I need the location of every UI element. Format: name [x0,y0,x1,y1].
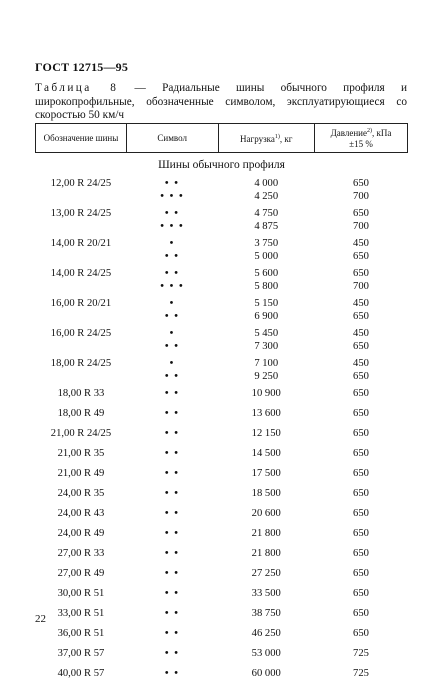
table-row [36,267,408,297]
load-value: 5 800 [254,281,279,292]
pressure-value: 650 [353,448,369,459]
pressure-value-cell [314,237,407,267]
load-value: 5 600 [254,268,279,279]
pressure-value: 450 [353,298,369,309]
load-value-cell [218,427,314,447]
tire-designation: 24,00 R 35 [57,488,105,499]
symbol: • • [164,548,180,559]
symbol-cell [126,357,218,387]
symbol: • • [164,208,180,219]
pressure-value-cell [314,527,407,547]
load-value: 5 450 [254,328,279,339]
table-row [36,487,408,507]
pressure-value: 650 [353,468,369,479]
pressure-value-cell [314,507,407,527]
table-row [36,587,408,607]
pressure-value: 700 [353,191,369,202]
symbol: • • [164,178,180,189]
symbol-cell [126,237,218,267]
pressure-value-cell [314,427,407,447]
table-row [36,567,408,587]
table-row [36,297,408,327]
pressure-value: 650 [353,568,369,579]
load-value: 4 250 [254,191,279,202]
symbol: • • [164,371,180,382]
pressure-value: 725 [353,668,369,679]
load-value: 4 000 [254,178,279,189]
pressure-value: 650 [353,588,369,599]
tire-designation: 21,00 R 35 [57,448,105,459]
load-value: 20 600 [251,508,281,519]
tire-designation: 24,00 R 43 [57,508,105,519]
load-value: 6 900 [254,311,279,322]
pressure-value-cell [314,467,407,487]
load-value-cell [218,587,314,607]
table-row [36,547,408,567]
symbol-cell [126,327,218,357]
load-value: 17 500 [251,468,281,479]
pressure-value-cell [314,267,407,297]
pressure-tolerance: ±15 % [349,139,373,149]
symbol: • • [164,508,180,519]
load-value: 12 150 [251,428,281,439]
symbol: • • [164,568,180,579]
pressure-value: 650 [353,311,369,322]
page-number: 22 [35,613,46,625]
pressure-value-cell [314,607,407,627]
pressure-value-cell [314,547,407,567]
table-row [36,527,408,547]
table-row [36,447,408,467]
symbol: • • [164,408,180,419]
load-value: 53 000 [251,648,281,659]
pressure-value: 650 [353,251,369,262]
symbol: • • [164,588,180,599]
symbol-cell [126,587,218,607]
table-header-row [36,124,408,153]
table-row [36,327,408,357]
table-row [36,177,408,207]
table-row [36,467,408,487]
symbol-cell [126,467,218,487]
load-value-cell [218,607,314,627]
table-row [36,667,408,687]
pressure-value: 650 [353,208,369,219]
symbol-cell [126,487,218,507]
symbol: • [169,238,175,249]
tire-designation: 27,00 R 33 [57,548,105,559]
pressure-value-cell [314,667,407,687]
symbol: • • [164,628,180,639]
load-value-cell [218,267,314,297]
pressure-value: 650 [353,388,369,399]
pressure-value: 650 [353,628,369,639]
symbol-cell [126,547,218,567]
tire-designation: 16,00 R 24/25 [50,328,112,339]
pressure-value-cell [314,177,407,207]
pressure-value-cell [314,587,407,607]
load-value-cell [218,547,314,567]
symbol: • • [164,251,180,262]
tire-designation: 33,00 R 51 [57,608,105,619]
pressure-value-cell [314,387,407,407]
pressure-value: 650 [353,428,369,439]
pressure-value-cell [314,297,407,327]
symbol: • • [164,488,180,499]
symbol: • • [164,468,180,479]
table-row [36,387,408,407]
tire-designation: 40,00 R 57 [57,668,105,679]
symbol-cell [126,427,218,447]
pressure-value: 700 [353,281,369,292]
table-caption [35,82,407,123]
load-value: 27 250 [251,568,281,579]
symbol-cell [126,667,218,687]
symbol: • • [164,648,180,659]
symbol-cell [126,607,218,627]
tire-designation: 18,00 R 33 [57,388,105,399]
tire-designation: 37,00 R 57 [57,648,105,659]
tire-designation: 30,00 R 51 [57,588,105,599]
tire-designation: 21,00 R 49 [57,468,105,479]
symbol: • • [164,341,180,352]
load-value: 46 250 [251,628,281,639]
symbol: • [169,358,175,369]
tire-table [35,123,408,687]
pressure-value: 650 [353,178,369,189]
tire-designation: 27,00 R 49 [57,568,105,579]
pressure-value-cell [314,327,407,357]
pressure-value: 650 [353,608,369,619]
load-value-cell [218,507,314,527]
symbol: • [169,298,175,309]
pressure-value-cell [314,207,407,237]
tire-designation: 14,00 R 24/25 [50,268,112,279]
table-row [36,647,408,667]
load-value: 4 875 [254,221,279,232]
tire-designation: 21,00 R 24/25 [50,428,112,439]
pressure-value-cell [314,647,407,667]
load-value: 13 600 [251,408,281,419]
load-value-cell [218,237,314,267]
pressure-value: 650 [353,371,369,382]
pressure-value: 650 [353,268,369,279]
table-row [36,357,408,387]
header-pressure: Давление$^{2)}$, кПа ±15 % [314,124,407,153]
pressure-value: 650 [353,341,369,352]
symbol-cell [126,407,218,427]
tire-designation: 36,00 R 51 [57,628,105,639]
load-value: 3 750 [254,238,279,249]
symbol: • • [164,311,180,322]
symbol-cell [126,177,218,207]
load-value-cell [218,357,314,387]
symbol: • • [164,528,180,539]
pressure-value-cell [314,357,407,387]
symbol-cell [126,267,218,297]
table-row [36,237,408,267]
symbol: • • [164,668,180,679]
load-value-cell [218,647,314,667]
load-value: 60 000 [251,668,281,679]
pressure-value: 650 [353,408,369,419]
pressure-value: 700 [353,221,369,232]
load-value: 4 750 [254,208,279,219]
symbol: • • [164,268,180,279]
pressure-value: 450 [353,238,369,249]
load-value: 14 500 [251,448,281,459]
symbol-cell [126,647,218,667]
pressure-value: 450 [353,358,369,369]
document-id: ГОСТ 12715—95 [35,60,129,74]
load-value-cell [218,527,314,547]
tire-designation: 18,00 R 49 [57,408,105,419]
tire-designation: 16,00 R 20/21 [50,298,112,309]
header-name: Обозначение шины [36,124,127,153]
symbol: • • [164,448,180,459]
load-value-cell [218,177,314,207]
tire-designation: 12,00 R 24/25 [50,178,112,189]
pressure-value: 650 [353,488,369,499]
symbol: • • • [160,191,185,202]
symbol: • • • [160,221,185,232]
load-value-cell [218,407,314,427]
load-value: 9 250 [254,371,279,382]
load-value: 38 750 [251,608,281,619]
load-value-cell [218,567,314,587]
pressure-value-cell [314,407,407,427]
symbol: • [169,328,175,339]
load-value-cell [218,487,314,507]
load-footnote-mark: 1) [274,133,280,140]
tire-designation: 13,00 R 24/25 [50,208,112,219]
pressure-value: 650 [353,508,369,519]
load-value: 7 300 [254,341,279,352]
load-value-cell [218,627,314,647]
tire-designation: 18,00 R 24/25 [50,358,112,369]
symbol-cell [126,507,218,527]
table-row [36,207,408,237]
load-value-cell [218,387,314,407]
pressure-value-cell [314,487,407,507]
table-caption-text: — Радиальные шины обычного профиля и широкопрофильные, обозначенные символом, эксплуатирующиеся со скоростью 50 км/ч [35,82,407,121]
pressure-footnote-mark: 2) [366,128,372,134]
symbol-cell [126,387,218,407]
symbol: • • [164,388,180,399]
load-value: 7 100 [254,358,279,369]
pressure-value: 450 [353,328,369,339]
tire-designation: 24,00 R 49 [57,528,105,539]
table-row [36,627,408,647]
load-value: 21 800 [251,528,281,539]
load-value-cell [218,667,314,687]
symbol: • • [164,428,180,439]
table-row [36,427,408,447]
section-row [36,153,408,178]
load-value: 10 900 [251,388,281,399]
symbol: • • [164,608,180,619]
load-value-cell [218,467,314,487]
load-value-cell [218,207,314,237]
load-value: 5 000 [254,251,279,262]
load-value-cell [218,297,314,327]
load-value: 33 500 [251,588,281,599]
pressure-value: 650 [353,528,369,539]
pressure-value: 725 [353,648,369,659]
table-row [36,607,408,627]
load-value: 5 150 [254,298,279,309]
load-value: 21 800 [251,548,281,559]
load-value-cell [218,327,314,357]
load-value: 18 500 [251,488,281,499]
load-value-cell [218,447,314,467]
symbol-cell [126,297,218,327]
table-row [36,407,408,427]
symbol: • • • [160,281,185,292]
section-title: Шины обычного профиля [158,159,285,171]
symbol-cell [126,527,218,547]
pressure-value-cell [314,567,407,587]
pressure-value-cell [314,447,407,467]
symbol-cell [126,447,218,467]
symbol-cell [126,567,218,587]
pressure-value: 650 [353,548,369,559]
symbol-cell [126,627,218,647]
table-label: Таблица 8 [35,82,119,94]
header-load: Нагрузка$^{1)}$, кг [218,124,314,153]
table-row [36,507,408,527]
header-symbol: Символ [126,124,218,153]
pressure-value-cell [314,627,407,647]
symbol-cell [126,207,218,237]
tire-designation: 14,00 R 20/21 [50,238,112,249]
